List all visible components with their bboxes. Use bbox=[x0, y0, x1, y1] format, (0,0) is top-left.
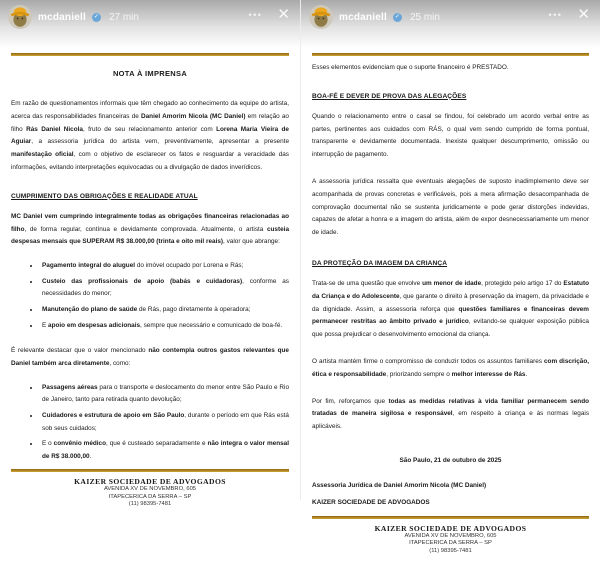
signature-line: KAIZER SOCIEDADE DE ADVOGADOS bbox=[312, 498, 430, 506]
username[interactable]: mcdaniell bbox=[339, 11, 387, 23]
story-header bbox=[301, 0, 600, 48]
story-profile[interactable] bbox=[309, 5, 440, 29]
expenses-list bbox=[11, 259, 289, 335]
bullet-item: • Custeio das profissionais de apoio (babás e cuidadoras), conforme as necessidades do menor; bbox=[40, 276, 289, 301]
other-expenses-list bbox=[11, 381, 289, 467]
paragraph-proof: A assessoria jurídica ressalta que eventuais alegações de suposto inadimplemento deve ser acompanhada de provas concretas e verificáveis, pois a mera afirmação desacompanhada de comprovação documental não se sustenta juridicamente e pode gerar distorções indevidas, capazes de afetar a honra e a imagem do artista, além de expor desnecessariamente um menor de idade. bbox=[312, 177, 589, 237]
signature-line: Assessoria Jurídica de Daniel Amorim Nicola (MC Daniel) bbox=[312, 481, 487, 489]
more-options-icon[interactable]: ••• bbox=[248, 9, 263, 20]
header-actions bbox=[248, 5, 290, 22]
bullet-item: • Pagamento integral do aluguel do imóvel ocupado por Lorena e Rás; bbox=[40, 260, 289, 273]
bullet-item: • Passagens aéreas para o transporte e deslocamento do menor entre São Paulo e Rio de Janeiro, tanto para retirada quanto devolução; bbox=[40, 382, 289, 407]
gold-divider-bottom bbox=[312, 516, 589, 519]
firm-phone: (11) 98395-7481 bbox=[429, 547, 472, 554]
firm-address: ITAPECERICA DA SERRA – SP bbox=[409, 540, 492, 547]
more-options-icon[interactable]: ••• bbox=[548, 9, 563, 20]
dateline: São Paulo, 21 de outubro de 2025 bbox=[399, 456, 502, 464]
paragraph-intro: Em razão de questionamentos informais que têm chegado ao conhecimento da equipe do artista, acerca das responsabilidades financeiras de Daniel Amorim Nicola (MC Daniel) em relação ao filho Rás Daniel Nicola, fruto de seu relacionamento anterior com Lorena Maria Vieira de Aguiar, a assessoria jurídica do artista vem, preventivamente, apresentar a presente manifestação oficial, com o objetivo de esclarecer os fatos e resguardar a veracidade das informações, evitando interpretações equivocadas ou a divulgação de dados inverídicos. bbox=[11, 100, 290, 171]
letterhead-footer bbox=[312, 516, 589, 555]
firm-address: ITAPECERICA DA SERRA – SP bbox=[108, 493, 192, 500]
gold-divider-bottom bbox=[11, 469, 289, 472]
doc-title: NOTA À IMPRENSA bbox=[112, 69, 188, 78]
letterhead-footer bbox=[11, 469, 289, 508]
paragraph-obligations: MC Daniel vem cumprindo integralmente todas as obrigações financeiras relacionadas ao filho, de forma regular, contínua e devidamente comprovada. Atualmente, o artista custeia despesas mensais que SUPERAM R$ 38.000,00 (trinta e oito mil reais), valor que abrange: bbox=[11, 212, 289, 246]
story-timestamp: 25 min bbox=[409, 11, 440, 23]
press-note-page-1 bbox=[0, 0, 300, 512]
bullet-item: • E o convênio médico, que é custeado separadamente e não integra o valor mensal de R$ 38.000,00. bbox=[40, 438, 289, 463]
paragraph-support: Esses elementos evidenciam que o suporte financeiro é PRESTADO. bbox=[312, 64, 509, 71]
firm-name: KAIZER SOCIEDADE DE ADVOGADOS bbox=[74, 477, 226, 487]
paragraph-other-expenses: É relevante destacar que o valor mencionado não contempla outros gastos relevantes que Daniel também arca diretamente, como: bbox=[11, 347, 289, 367]
gold-divider-top bbox=[312, 53, 589, 56]
paragraph-commitment: O artista mantém firme o compromisso de conduzir todos os assuntos familiares com discrição, ética e responsabilidade, priorizando sempre o melhor interesse de Rás. bbox=[312, 357, 589, 378]
paragraph-confidentiality: Por fim, reforçamos que todas as medidas relativas à vida familiar permanecem sendo tratadas de maneira sigilosa e responsável, em respeito à criança e às normas legais aplicáveis. bbox=[312, 397, 590, 431]
firm-phone: (11) 98395-7481 bbox=[128, 501, 172, 508]
avatar-image bbox=[8, 5, 32, 29]
section-heading-obligations: CUMPRIMENTO DAS OBRIGAÇÕES E REALIDADE ATUAL bbox=[11, 192, 198, 200]
firm-name: KAIZER SOCIEDADE DE ADVOGADOS bbox=[374, 523, 527, 533]
paragraph-child-protection: Trata-se de uma questão que envolve um menor de idade, protegido pelo artigo 17 do Estatuto da Criança e do Adolescente, que garante o direito à preservação da imagem, da privacidade e da dignidade. Assim, a assessoria reforça que questões familiares e financeiras devem permanecer restritas ao âmbito privado e jurídico, evitando-se qualquer exposição pública que possa prejudicar o desenvolvimento emocional da criança. bbox=[312, 279, 589, 339]
verified-badge-icon: ✓ bbox=[93, 13, 99, 20]
story-panel-2[interactable] bbox=[300, 0, 600, 554]
verified-badge-icon: ✓ bbox=[394, 13, 400, 20]
header-actions bbox=[548, 5, 590, 22]
paragraph-agreement: Quando o relacionamento entre o casal se findou, foi celebrado um acordo verbal entre as partes, pertinentes aos cuidados com RÁS, o qual vem sendo cumprido de forma pontual, transparente e devidamente documentada. Inexiste qualquer descumprimento, omissão ou interrupção de pagamento. bbox=[312, 112, 589, 159]
story-panel-1[interactable] bbox=[0, 0, 300, 508]
section-heading-child-image: DA PROTEÇÃO DA IMAGEM DA CRIANÇA bbox=[312, 259, 448, 267]
firm-address: AVENIDA XV DE NOVEMBRO, 605 bbox=[404, 532, 497, 539]
press-note-page-2 bbox=[301, 0, 600, 575]
close-icon[interactable]: ✕ bbox=[577, 6, 590, 23]
story-profile[interactable] bbox=[8, 5, 139, 29]
username[interactable]: mcdaniell bbox=[38, 11, 86, 23]
story-header bbox=[0, 0, 300, 48]
section-heading-goodfaith: BOA-FÉ E DEVER DE PROVA DAS ALEGAÇÕES bbox=[312, 92, 467, 100]
story-timestamp: 27 min bbox=[108, 11, 139, 23]
close-icon[interactable]: ✕ bbox=[277, 6, 290, 23]
bullet-item: • E apoio em despesas adicionais, sempre que necessário e comunicado de boa-fé. bbox=[40, 320, 289, 333]
bullet-item: • Cuidadores e estrutura de apoio em São Paulo, durante o período em que Rás está sob seus cuidados; bbox=[40, 410, 289, 435]
bullet-item: • Manutenção do plano de saúde de Rás, pago diretamente à operadora; bbox=[40, 304, 289, 317]
avatar[interactable] bbox=[8, 5, 32, 29]
avatar-image bbox=[309, 5, 333, 29]
firm-address: AVENIDA XV DE NOVEMBRO, 605 bbox=[103, 486, 197, 493]
avatar[interactable] bbox=[309, 5, 333, 29]
gold-divider-top bbox=[11, 53, 289, 56]
